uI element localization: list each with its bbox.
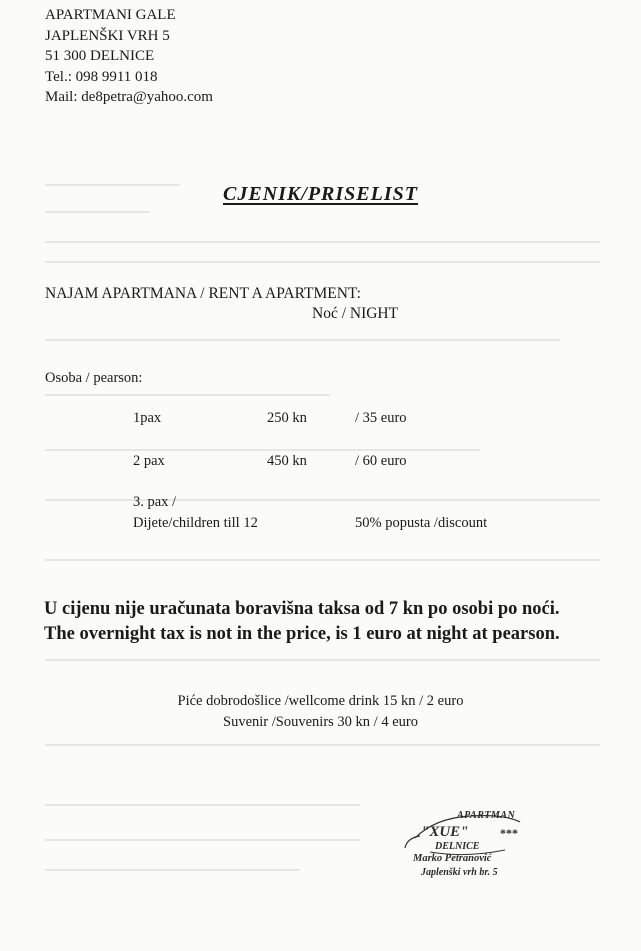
price-2-euro: / 60 euro: [355, 453, 407, 469]
stamp-line3: DELNICE: [435, 841, 480, 852]
night-label: Noć / NIGHT: [312, 305, 399, 322]
third-pax-line2: Dijete/children till 12: [133, 515, 258, 531]
contact-header: [45, 5, 213, 108]
business-name: APARTMANI GALE: [45, 7, 176, 23]
persons-label: Osoba / pearson:: [45, 370, 143, 386]
stamp-line5: Japlenški vrh br. 5: [421, 867, 498, 878]
third-pax-discount: 50% popusta /discount: [355, 515, 488, 531]
city-address: 51 300 DELNICE: [45, 48, 155, 64]
price-2-kn: 450 kn: [267, 453, 307, 469]
stamp-line4: Marko Petranović: [413, 853, 492, 864]
third-pax-line1: 3. pax /: [133, 494, 177, 510]
page-title: [0, 183, 641, 206]
tax-notice-hr: U cijenu nije uračunata boravišna taksa od 7 kn po osobi po noći.: [44, 599, 560, 619]
welcome-drink: Piće dobrodošlice /wellcome drink 15 kn / 2 euro: [177, 693, 464, 709]
rent-heading: NAJAM APARTMANA / RENT A APARTMENT:: [45, 285, 361, 302]
stamp-line2: "XUE": [421, 824, 469, 840]
price-1-kn: 250 kn: [267, 410, 307, 426]
price-1-euro: / 35 euro: [355, 410, 407, 426]
price-2-pax: 2 pax: [133, 453, 165, 469]
price-1-pax: 1pax: [133, 410, 162, 426]
souvenir-price: Suvenir /Souvenirs 30 kn / 4 euro: [223, 714, 418, 730]
email-address: Mail: de8petra@yahoo.com: [45, 89, 213, 105]
business-stamp: [395, 808, 545, 886]
tax-notice-en: The overnight tax is not in the price, is 1 euro at night at pearson.: [44, 624, 560, 644]
tax-notice: [44, 597, 634, 647]
stamp-stars: ***: [500, 826, 518, 840]
stamp-line1: APARTMAN: [457, 810, 516, 821]
title-text: CJENIK/PRISELIST: [223, 183, 418, 205]
extras-list: [0, 691, 641, 733]
street-address: JAPLENŠKI VRH 5: [45, 27, 170, 44]
phone-number: Tel.: 098 9911 018: [45, 68, 158, 85]
